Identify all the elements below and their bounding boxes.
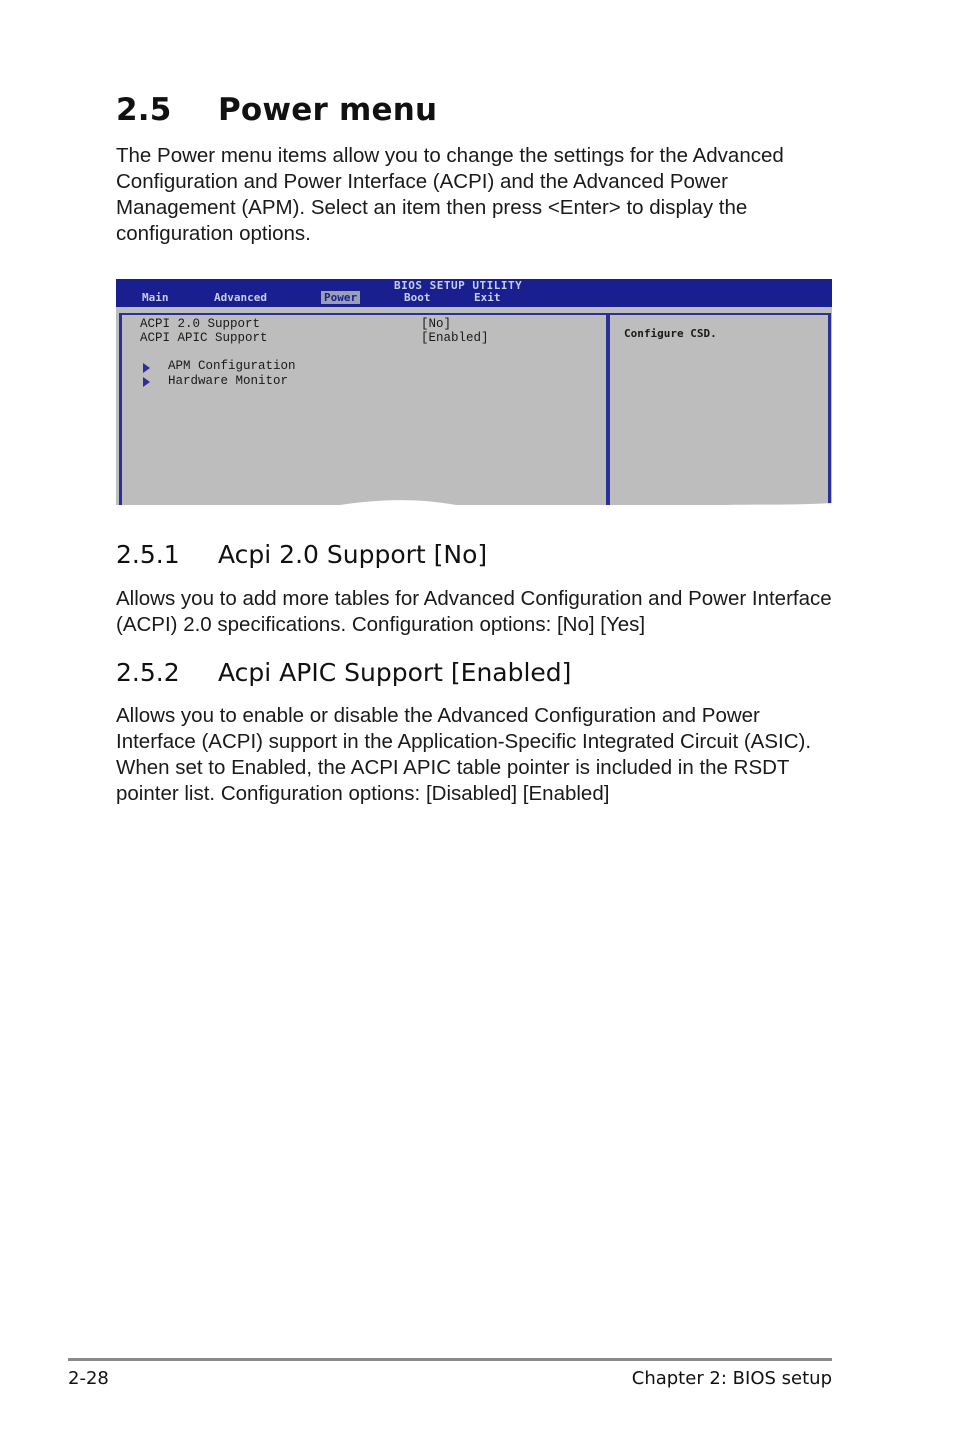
bios-menu-advanced[interactable]: Advanced [214, 291, 267, 304]
chapter-label: Chapter 2: BIOS setup [631, 1368, 832, 1389]
subsection-title: Acpi APIC Support [Enabled] [218, 658, 572, 687]
subsection-heading-apic [116, 658, 571, 687]
bios-body [116, 307, 832, 505]
bios-menu-main[interactable]: Main [142, 291, 169, 304]
bios-item-acpi20-label[interactable]: ACPI 2.0 Support [140, 317, 261, 331]
bios-screenshot [116, 279, 832, 505]
subsection-number: 2.5.1 [116, 540, 180, 569]
bios-help-text: Configure CSD. [624, 327, 717, 340]
bios-submenu-hwmon[interactable]: Hardware Monitor [168, 374, 289, 388]
bios-menu-power[interactable]: Power [321, 291, 360, 304]
torn-edge-decoration [116, 497, 832, 505]
bios-item-acpi20-value[interactable]: [No] [421, 317, 452, 331]
bios-menu-bar [116, 291, 832, 307]
bios-menu-exit[interactable]: Exit [474, 291, 501, 304]
submenu-arrow-icon [143, 377, 150, 387]
section-intro: The Power menu items allow you to change the settings for the Advanced Configuration and Power Interface (ACPI) and the Advanced Power Management (APM). Select an item then press <Enter> to display the configuration options. [116, 144, 784, 245]
section-number: 2.5 [116, 92, 172, 128]
bios-submenu-apm[interactable]: APM Configuration [168, 359, 296, 373]
bios-title: BIOS SETUP UTILITY [394, 279, 523, 292]
bios-item-apic-label[interactable]: ACPI APIC Support [140, 331, 268, 345]
subsection-heading-acpi20 [116, 540, 487, 569]
bios-item-apic-value[interactable]: [Enabled] [421, 331, 489, 345]
section-title: Power menu [218, 92, 438, 128]
subsection-body-apic: Allows you to enable or disable the Advanced Configuration and Power Interface (ACPI) support in the Application-Specific Integrated Circuit (ASIC). When set to Enabled, the ACPI APIC table pointer is included in the RSDT pointer list. Configuration options: [Disabled] [Enabled] [116, 704, 812, 805]
submenu-arrow-icon [143, 363, 150, 373]
subsection-body-acpi20: Allows you to add more tables for Advanced Configuration and Power Interface (ACPI) 2.0 specifications. Configuration options: [No] [Yes] [116, 587, 832, 636]
footer-divider [68, 1358, 832, 1361]
page-number: 2-28 [68, 1368, 109, 1389]
subsection-title: Acpi 2.0 Support [No] [218, 540, 488, 569]
bios-settings-panel [119, 313, 609, 505]
section-heading [116, 92, 437, 128]
subsection-number: 2.5.2 [116, 658, 180, 687]
bios-menu-boot[interactable]: Boot [404, 291, 431, 304]
bios-help-panel [608, 313, 831, 505]
bios-title-bar [116, 279, 832, 307]
